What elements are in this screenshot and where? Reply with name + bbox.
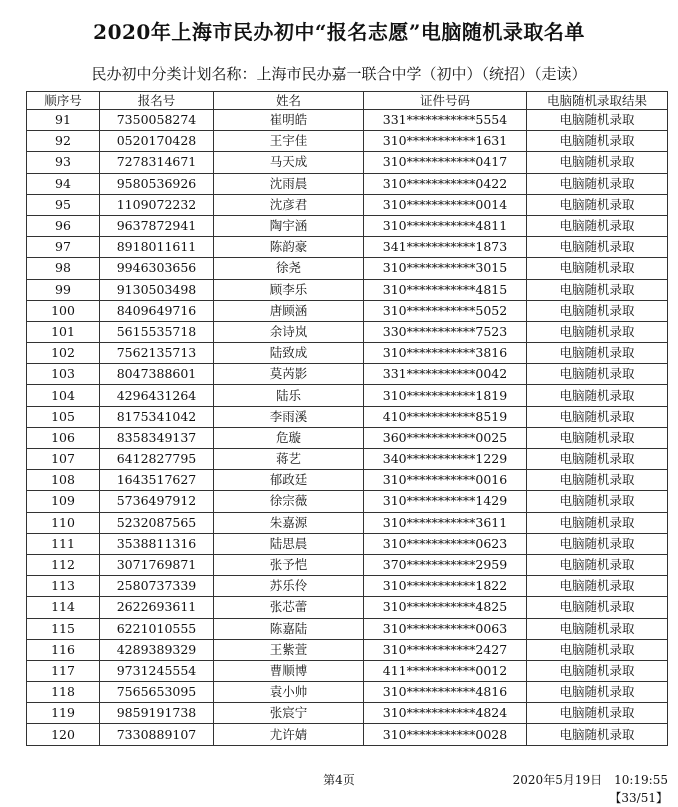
cell-result: 电脑随机录取 — [527, 152, 668, 173]
cell-reg-no: 4289389329 — [100, 639, 214, 660]
cell-reg-no: 8175341042 — [100, 406, 214, 427]
cell-result: 电脑随机录取 — [527, 215, 668, 236]
cell-seq: 117 — [27, 660, 100, 681]
table-row — [27, 258, 668, 279]
cell-id-no: 310***********0063 — [364, 618, 527, 639]
cell-result: 电脑随机录取 — [527, 406, 668, 427]
table-row — [27, 491, 668, 512]
cell-seq: 119 — [27, 703, 100, 724]
table-row — [27, 321, 668, 342]
cell-reg-no: 3071769871 — [100, 554, 214, 575]
cell-seq: 101 — [27, 321, 100, 342]
cell-name: 陆致成 — [214, 343, 364, 364]
cell-result: 电脑随机录取 — [527, 554, 668, 575]
cell-name: 马天成 — [214, 152, 364, 173]
cell-reg-no: 8358349137 — [100, 427, 214, 448]
cell-seq: 105 — [27, 406, 100, 427]
cell-result: 电脑随机录取 — [527, 110, 668, 131]
cell-reg-no: 2622693611 — [100, 597, 214, 618]
cell-name: 徐尧 — [214, 258, 364, 279]
cell-id-no: 310***********4811 — [364, 215, 527, 236]
cell-seq: 91 — [27, 110, 100, 131]
table-row — [27, 215, 668, 236]
cell-seq: 118 — [27, 682, 100, 703]
cell-result: 电脑随机录取 — [527, 279, 668, 300]
cell-name: 莫芮影 — [214, 364, 364, 385]
cell-id-no: 310***********1819 — [364, 385, 527, 406]
cell-seq: 103 — [27, 364, 100, 385]
cell-name: 崔明皓 — [214, 110, 364, 131]
cell-result: 电脑随机录取 — [527, 258, 668, 279]
cell-name: 尤许婧 — [214, 724, 364, 745]
table-row — [27, 554, 668, 575]
cell-reg-no: 0520170428 — [100, 131, 214, 152]
cell-id-no: 341***********1873 — [364, 237, 527, 258]
cell-result: 电脑随机录取 — [527, 300, 668, 321]
cell-id-no: 310***********1631 — [364, 131, 527, 152]
cell-name: 余诗岚 — [214, 321, 364, 342]
header-id-no: 证件号码 — [364, 92, 527, 110]
cell-reg-no: 9580536926 — [100, 173, 214, 194]
cell-reg-no: 7350058274 — [100, 110, 214, 131]
table-row — [27, 279, 668, 300]
cell-reg-no: 9637872941 — [100, 215, 214, 236]
cell-name: 沈彦君 — [214, 194, 364, 215]
table-row — [27, 724, 668, 745]
cell-result: 电脑随机录取 — [527, 682, 668, 703]
cell-name: 蒋艺 — [214, 449, 364, 470]
header-reg-no: 报名号 — [100, 92, 214, 110]
cell-seq: 97 — [27, 237, 100, 258]
cell-seq: 104 — [27, 385, 100, 406]
table-row — [27, 173, 668, 194]
cell-name: 陈嘉陆 — [214, 618, 364, 639]
table-row — [27, 618, 668, 639]
cell-reg-no: 9130503498 — [100, 279, 214, 300]
table-row — [27, 533, 668, 554]
cell-id-no: 331***********0042 — [364, 364, 527, 385]
cell-name: 陈韵豪 — [214, 237, 364, 258]
cell-seq: 120 — [27, 724, 100, 745]
table-row — [27, 576, 668, 597]
cell-reg-no: 9859191738 — [100, 703, 214, 724]
table-row — [27, 470, 668, 491]
header-name: 姓名 — [214, 92, 364, 110]
cell-name: 张予恺 — [214, 554, 364, 575]
cell-reg-no: 7278314671 — [100, 152, 214, 173]
cell-id-no: 310***********4825 — [364, 597, 527, 618]
cell-id-no: 310***********0623 — [364, 533, 527, 554]
cell-seq: 98 — [27, 258, 100, 279]
cell-name: 郁政廷 — [214, 470, 364, 491]
cell-seq: 95 — [27, 194, 100, 215]
cell-reg-no: 7330889107 — [100, 724, 214, 745]
table-row — [27, 152, 668, 173]
table-row — [27, 385, 668, 406]
cell-result: 电脑随机录取 — [527, 618, 668, 639]
cell-result: 电脑随机录取 — [527, 639, 668, 660]
plan-name: 民办初中分类计划名称：上海市民办嘉一联合中学（初中）（统招）（走读） — [91, 65, 587, 83]
table-row — [27, 406, 668, 427]
cell-reg-no: 1109072232 — [100, 194, 214, 215]
cell-seq: 115 — [27, 618, 100, 639]
cell-id-no: 310***********0422 — [364, 173, 527, 194]
cell-seq: 112 — [27, 554, 100, 575]
cell-id-no: 310***********4815 — [364, 279, 527, 300]
cell-seq: 93 — [27, 152, 100, 173]
page-count: 【33/51】 — [609, 791, 668, 805]
cell-name: 唐顾涵 — [214, 300, 364, 321]
cell-name: 陶宇涵 — [214, 215, 364, 236]
cell-reg-no: 8918011611 — [100, 237, 214, 258]
cell-result: 电脑随机录取 — [527, 131, 668, 152]
cell-id-no: 310***********3611 — [364, 512, 527, 533]
cell-seq: 100 — [27, 300, 100, 321]
cell-reg-no: 7562135713 — [100, 343, 214, 364]
table-row — [27, 237, 668, 258]
cell-name: 朱嘉源 — [214, 512, 364, 533]
cell-id-no: 410***********8519 — [364, 406, 527, 427]
cell-result: 电脑随机录取 — [527, 724, 668, 745]
cell-name: 王紫萱 — [214, 639, 364, 660]
cell-result: 电脑随机录取 — [527, 576, 668, 597]
cell-name: 袁小帅 — [214, 682, 364, 703]
table-row — [27, 449, 668, 470]
cell-result: 电脑随机录取 — [527, 237, 668, 258]
table-row — [27, 660, 668, 681]
cell-name: 沈雨晨 — [214, 173, 364, 194]
cell-result: 电脑随机录取 — [527, 449, 668, 470]
page-number: 第4页 — [323, 773, 355, 787]
cell-id-no: 310***********4824 — [364, 703, 527, 724]
cell-result: 电脑随机录取 — [527, 491, 668, 512]
cell-seq: 96 — [27, 215, 100, 236]
cell-name: 张芯蕾 — [214, 597, 364, 618]
table-row — [27, 131, 668, 152]
cell-id-no: 310***********3015 — [364, 258, 527, 279]
admission-table — [26, 91, 668, 746]
cell-reg-no: 5232087565 — [100, 512, 214, 533]
cell-result: 电脑随机录取 — [527, 512, 668, 533]
cell-result: 电脑随机录取 — [527, 470, 668, 491]
table-row — [27, 343, 668, 364]
cell-name: 李雨溪 — [214, 406, 364, 427]
cell-seq: 109 — [27, 491, 100, 512]
table-header-row — [27, 92, 668, 110]
cell-name: 陆思晨 — [214, 533, 364, 554]
cell-seq: 102 — [27, 343, 100, 364]
cell-seq: 94 — [27, 173, 100, 194]
cell-name: 曹顺博 — [214, 660, 364, 681]
cell-id-no: 310***********0014 — [364, 194, 527, 215]
table-row — [27, 682, 668, 703]
header-seq: 顺序号 — [27, 92, 100, 110]
cell-reg-no: 8047388601 — [100, 364, 214, 385]
table-row — [27, 110, 668, 131]
cell-id-no: 310***********3816 — [364, 343, 527, 364]
table-row — [27, 703, 668, 724]
cell-reg-no: 9946303656 — [100, 258, 214, 279]
cell-name: 王宇佳 — [214, 131, 364, 152]
cell-reg-no: 5615535718 — [100, 321, 214, 342]
cell-name: 危璇 — [214, 427, 364, 448]
table-row — [27, 427, 668, 448]
cell-reg-no: 3538811316 — [100, 533, 214, 554]
table-row — [27, 512, 668, 533]
cell-id-no: 310***********1822 — [364, 576, 527, 597]
cell-seq: 116 — [27, 639, 100, 660]
cell-name: 徐宗薇 — [214, 491, 364, 512]
cell-seq: 110 — [27, 512, 100, 533]
cell-name: 陆乐 — [214, 385, 364, 406]
cell-seq: 107 — [27, 449, 100, 470]
cell-result: 电脑随机录取 — [527, 533, 668, 554]
cell-id-no: 310***********1429 — [364, 491, 527, 512]
cell-id-no: 360***********0025 — [364, 427, 527, 448]
cell-result: 电脑随机录取 — [527, 597, 668, 618]
cell-seq: 108 — [27, 470, 100, 491]
cell-id-no: 310***********2427 — [364, 639, 527, 660]
cell-reg-no: 9731245554 — [100, 660, 214, 681]
cell-id-no: 310***********5052 — [364, 300, 527, 321]
cell-result: 电脑随机录取 — [527, 660, 668, 681]
table-row — [27, 194, 668, 215]
cell-seq: 106 — [27, 427, 100, 448]
cell-id-no: 370***********2959 — [364, 554, 527, 575]
cell-id-no: 310***********0028 — [364, 724, 527, 745]
cell-id-no: 340***********1229 — [364, 449, 527, 470]
cell-result: 电脑随机录取 — [527, 194, 668, 215]
cell-result: 电脑随机录取 — [527, 703, 668, 724]
header-result: 电脑随机录取结果 — [527, 92, 668, 110]
cell-reg-no: 4296431264 — [100, 385, 214, 406]
cell-result: 电脑随机录取 — [527, 385, 668, 406]
cell-result: 电脑随机录取 — [527, 173, 668, 194]
print-datetime: 2020年5月19日 10:19:55 — [512, 773, 668, 787]
table-row — [27, 364, 668, 385]
table-row — [27, 597, 668, 618]
cell-name: 张宸宁 — [214, 703, 364, 724]
cell-reg-no: 6221010555 — [100, 618, 214, 639]
cell-result: 电脑随机录取 — [527, 343, 668, 364]
cell-id-no: 331***********5554 — [364, 110, 527, 131]
cell-name: 顾李乐 — [214, 279, 364, 300]
cell-result: 电脑随机录取 — [527, 321, 668, 342]
cell-seq: 92 — [27, 131, 100, 152]
cell-seq: 113 — [27, 576, 100, 597]
cell-seq: 111 — [27, 533, 100, 554]
table-row — [27, 639, 668, 660]
cell-result: 电脑随机录取 — [527, 427, 668, 448]
cell-id-no: 310***********0417 — [364, 152, 527, 173]
page-title: 2020年上海市民办初中“报名志愿”电脑随机录取名单 — [93, 20, 585, 44]
cell-result: 电脑随机录取 — [527, 364, 668, 385]
cell-name: 苏乐伶 — [214, 576, 364, 597]
cell-seq: 114 — [27, 597, 100, 618]
cell-reg-no: 7565653095 — [100, 682, 214, 703]
cell-reg-no: 6412827795 — [100, 449, 214, 470]
cell-id-no: 330***********7523 — [364, 321, 527, 342]
cell-id-no: 411***********0012 — [364, 660, 527, 681]
cell-id-no: 310***********0016 — [364, 470, 527, 491]
cell-reg-no: 8409649716 — [100, 300, 214, 321]
cell-seq: 99 — [27, 279, 100, 300]
cell-id-no: 310***********4816 — [364, 682, 527, 703]
cell-reg-no: 2580737339 — [100, 576, 214, 597]
cell-reg-no: 5736497912 — [100, 491, 214, 512]
cell-reg-no: 1643517627 — [100, 470, 214, 491]
table-row — [27, 300, 668, 321]
